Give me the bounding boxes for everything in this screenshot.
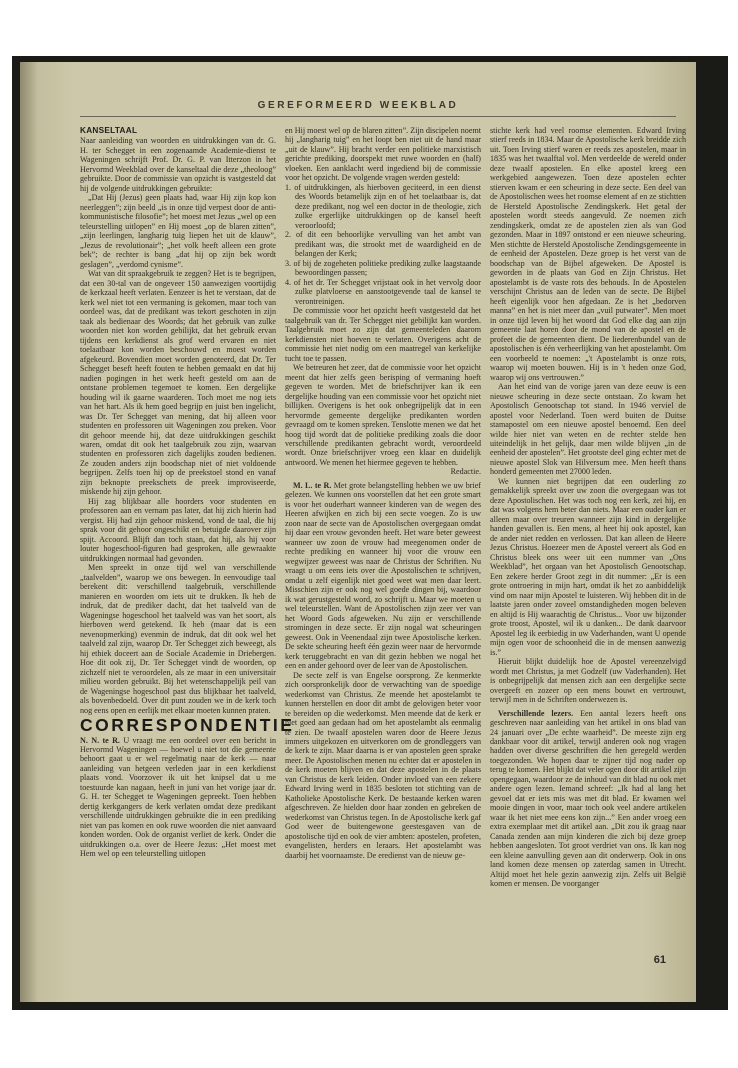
article-paragraph: stichte kerk had veel roomse elementen. Edward Irving stierf reeds in 1834. Maar de Apostolische kerk breidde zich uit. Toen Irving stierf waren er reeds zes apostelen, maar in 1835 was het twaalftal vol. Men verdeelde de wereld onder deze twaalf apostelen. En elke apostel kreeg een werkgebied aangewezen. Toen deze apostelen echter stierven kwam er een scheuring in deze secte. Een deel van de Apostolischen wees het roomse element af en ze stichtten de Hersteld Apostolische Zendingskerk. Het getal der apostelen wordt steeds aangevuld. Ze noemen zich zendingskerk, omdat ze de apostelen zien als van God gezonden. Maar in 1897 ontstond er een nieuwe scheuring. Men stichtte de Hersteld Apostolische Zendingsgemeente in de eenheid der Apostelen. Deze groep is het verst van de boodschap van de Bijbel afgeweken. De Apostel is geworden in de plaats van God en Zijn Christus. Het apostelambt is de vaste rots des behouds. In de Apostelen verschijnt Christus aan de leden van de secte. De Bijbel heeft eigenlijk voor hen afgedaan. Ze is het „bedorven manna” en het is niet meer dan „vuil putwater”. Men moet in onze tijd leven bij het woord dat God elke dag aan zijn gemeente laat horen door de mond van de apostel en de profeet die de gemeenten dient. De liederenbundel van de apostolischen is één verheerlijking van het apostelambt. Om een voorbeeld te noemen: „'t Apostelambt is onze rots, waarop wij moeten bouwen. Hij is in 't heden onze God, waarop wij ons vertrouwen.” [490,126,686,382]
page-fold-shadow [20,62,38,1002]
running-head: GEREFORMEERD WEEKBLAD [257,100,459,111]
correspondence-paragraph [285,481,481,671]
question-item: 1. of uitdrukkingen, als hierboven geciteerd, in een dienst des Woords betamelijk zijn en of het toelaatbaar is, dat deze predikant, nog wel een doctor in de theologie, zich zulke ergerlijke uitdrukkingen op de kansel heeft veroorloofd; [285,182,481,230]
correspondent-initials: M. L. te R. [293,480,332,490]
correspondence-paragraph [490,709,686,889]
article-paragraph: Hieruit blijkt duidelijk hoe de Apostel vereenzelvigd wordt met Christus, ja met Godzelf (uw Vaderhanden). Het is onbegrijpelijk dat mensen zich aan een dergelijke secte overgeeft en zozeer op een mens bouwt en vertrouwt, terwijl men in de Schriften onderwezen is. [490,657,686,705]
column-1 [80,126,295,859]
column-3 [490,126,686,889]
correspondence-paragraph [80,736,276,859]
question-item: 4. of het dr. Ter Schegget vrijstaat ook in het vervolg door zulke platvloerse en aanstootgevende taal de kansel te verontreinigen. [285,277,481,306]
article-paragraph: „Dat Hij (Jezus) geen plaats had, waar Hij zijn kop kon neerleggen”; zijn beeld „is in onze tijd verpest door de anti-kommunistische filosofie”; het moest met Jezus „wel op een teleurstelling uitlopen” en Hij moest „op de blaren zitten”, „zijn leerlingen, langharig tuig liepen het uit de klauw”, „Jezus de revolutionair”; „het volk heeft alleen een grote bek”; de rechter is bang „dat hij op zijn bek wordt geslagen”, „verdomd cynisme”. [80,193,276,269]
article-paragraph: We kunnen niet begrijpen dat een ouderling zo gemakkelijk spreekt over uw zoon die overgegaan was tot deze Apostolischen. Het was toch nog een kerk, zei hij, en dat was volgens hem beter dan niets. Maar een ouder kan er alleen maar over treuren wanneer zijn kind in dergelijke handen gevallen is. Een mens, al heet hij ook apostel, kan de ander niet redden en verlossen. Dat kan alleen de Heere Jezus Christus. Hoezeer men de Apostel vereert als God en Christus bleek ons weer uit een nummer van „Ons Weekblad”, het orgaan van het Apostolisch Genootschap. Een zekere herder Groot zegt in dit nummer: „Er is een grote ontroering in mijn hart, omdat ik het zo aanbiddelijk vind om naar mijn Apostel te luisteren. Wij hebben dit in de laatste jaren onder zoveel omstandigheden mogen beleven en altijd is Hij waarachtig de Christus... Voor uw bijzonder grote troost, Apostel, wil ik u danken... De dank daarvoor Apostel leg ik eerbiedig in uw Vaderhanden, want U opende mijn ogen voor de schoonheid die in de mensen aanwezig is.” [490,476,686,657]
column-2 [285,126,481,860]
article-paragraph: en Hij moest wel op de blaren zitten”. Zijn discipelen noemt hij „langharig tuig” en het loopt ben niet uit de hand maar „uit de klauw”. Hij bracht verder een politieke marxistisch gerichte prediking, doorspekt met ruwe woorden en (half) vloeken. Een aanklacht werd ingediend bij de commissie voor het opzicht. De volgende vragen werden gesteld: [285,126,481,183]
article-paragraph: De commissie voor het opzicht heeft vastgesteld dat het taalgebruik van dr. Ter Schegget niet gebilijkt kan worden. Taalgebruik moet zo zijn dat gemeenteleden daarom kerkdiensten niet hoeven te verlaten. Overigens acht de commissie het niet nodig om een maatregel van kerkelijke tucht toe te passen. [285,306,481,363]
article-paragraph: Aan het eind van de vorige jaren van deze eeuw is een nieuwe scheuring in deze secte ontstaan. Zo kwam het Apostolisch Genootschap tot stand. In 1946 verviel de apostel voor Nederland. Toen werd buiten de Duitse stamapostel om een nieuwe apostel benoemd. Een deel wilde hier niet van weten en de rechter stelde hen uiteindelijk in het gelijk, daar men wilde blijven „in de eenheid der apostelen”. Het grootste deel ging echter met de nieuwe apostel Slok van Hilversum mee. Men heeft thans honderd gemeenten met 27000 leden. [490,382,686,477]
correspondent-initials: N. N. te R. [80,735,120,745]
article-heading: KANSELTAAL [80,126,138,135]
article-paragraph: Wat van dit spraakgebruik te zeggen? Het is te begrijpen, dat een 30-tal van de ongeveer 150 aanwezigen voortijdig de kerkzaal heeft verlaten. Eenzeer is het te verstaan, dat de kerk wel niet tot een vermaning is gekomen, maar toch van oordeel was, dat de predikant was tekort geschoten in zijn taak als bedienaar des Woords; dat het gebruik van zulke woorden niet kon worden gebilijkt, dat het gebruik ervan tijdens een kerkdienst als grof werd ervaren en niet toelaatbaar kon worden beschouwd en moest worden afgekeurd. Bovendien moet worden genoteerd, dat Dr. Ter Schegget beseft heeft fouten te hebben gemaakt en dat hij nadien pogingen in het werk heeft gesteld om aan de ontstane problemen tegemoet te komen. Een dergelijke houding wil ik gaarne waarderen. Toch moet me nog iets van het hart. Als ik hem goed begrijp en juist ben ingelicht, was Dr. Ter Schegget van mening, dat hij alleen voor studenten en professoren uit Wageningen zou preken. Voor dit gehoor meende hij, dat deze uitdrukkingen geschikt waren, omdat dit ook het taalgebruik zou zijn, waarvan studenten en professoren zich dagelijks zouden bedienen. Ze zouden anders zijn boodschap niet of niet voldoende begrijpen. Zelfs toen hij op de preekstoel stond en vanaf zijn beknopte preekschets de preek improviseerde, miskende hij zijn gehoor. [80,269,276,497]
article-paragraph: Men spreekt in onze tijd wel van verschillende „taalvelden”, waarop we ons bewegen. In eenvoudige taal berekent dit: verschillend taalgebruik, verschillende manieren en woorden om iets uit te drukken. Ik heb de indruk, dat de prediker dacht, dat het taalveld van de Wageningse hogeschool het taalveld was van het soort, als hierboven werd getekend. Ik heb (maar dat is een nevenopmerking) evenmin de indruk, dat dit ook wel het taalveld zal zijn, waarop Dr. Ter Schegget zich beweegt, als hij ethiek doceert aan de Sociale Academie in Driebergen. Hoe dit ook zij, Dr. Ter Schegget vindt de woorden, op zichzelf niet te veroordelen, als ze maar in een universitair milieu worden gebruikt. Bij het wetenschappelijk peil van de Wageningse hogeschool past dus blijkbaar het taalveld, als bovenbedoeld. Over dit punt zouden we in de kerk toch nog eens open en eerlijk met elkaar moeten kunnen praten. [80,563,276,715]
article-paragraph: Hij zag blijkbaar alle hoorders voor studenten en professoren aan en vernam pas later, dat hij zich hierin had vergist. Hij had zijn gehoor miskend, vond de taal, die hij sprak voor dit gehoor ongeschikt en betuigde daarover zijn spijt. Accoord. Blijft dan toch staan, dat hij, als hij voor louter hogeschool-figuren had gesproken, alle gewraakte uitdrukkingen normaal had gevonden. [80,496,276,563]
correspondent-initials: Verschillende lezers. [498,708,574,718]
section-title: CORRESPONDENTIE [80,715,295,736]
article-paragraph: De secte zelf is van Engelse oorsprong. Ze kenmerkte zich oorspronkelijk door de verwachting van de spoedige wederkomst van Christus. Ze meende het apostelambt te kunnen herstellen en door dit ambt de gelovigen beter voor te bereiden op die wederkomst. Men meende dat de kerk er niet goed aan gedaan had om het apostelambt als eenmalig te zien. De twaalf apostelen waren door de Heere Jezus immers uitgekozen en uitverkoren om de grondleggers van de kerk te zijn. Maar daarna is er van apostelen geen sprake meer. De Apostolischen menen nu echter dat er apostelen in de kerk moeten blijven en dat deze apostelen in de plaats van Christus de kerk leiden. Onder invloed van een zekere Edward Irving werd in 1835 besloten tot stichting van de Katholieke Apostolische Kerk. De bestaande kerken waren afgeschreven. Ze hielden door haar zonden en gebreken de wederkomst van Christus tegen. In de Apostolische kerk gaf God weer de buitengewone geestesgaven van de apostolische tijd en ook de vier ambten: apostelen, profeten, evangelisten, herders en leraars. Het apostelambt was daarbij het voornaamste. De eredienst van de nieuw ge- [285,670,481,860]
article-paragraph: We betreuren het zeer, dat de commissie voor het opzicht meent dat hier zelfs geen berisping of vermaning hoeft gegeven te worden. Met de briefschrijver kan ik een dergelijke houding van een commissie voor het opzicht niet billijken. Overigens is het ook onbegrijpelijk dat in een hervormde gemeente dergelijke predikanten worden gevraagd om te komen spreken. Tenslotte menen we dat het hoog tijd wordt dat de politieke prediking zoals die door verschillende predikanten gebracht wordt, veroordeeld wordt. Onze briefschrijver vroeg een klaar en duidelijk antwoord. We menen het hiermee gegeven te hebben. [285,363,481,467]
signature: Redactie. [450,467,481,477]
header-rule [80,116,676,117]
correspondence-text: U vraagt me een oordeel over een bericht in Hervormd Wageningen — hoewel u niet tot die gemeente behoort gaat u er wel regelmatig naar de kerk — naar aanleiding van hetgeen verleden jaar in een kerkdienst plaats vond. Voorzover ik uit het knipsel dat u me toestuurde kan nagaan, heeft in juni van het vorige jaar dr. G. H. ter Schegget te Wageningen gepreekt. Toen hebben dertig kerkgangers de kerk verlaten omdat deze predikant verschillende uitdrukkingen gebruikte die in een prediking niet van pas komen en ook ruwe woorden die niet aanvaard konden worden. Ook de organist verliet de kerk. Onder die uitdrukkingen o.a. over de Heere Jezus: „Het moest met Hem wel op een teleurstelling uitlopen [80,735,276,859]
correspondence-text: Met grote belangstelling hebben we uw brief gelezen. We kunnen ons voorstellen dat het een grote smart is voor het ouderhart wanneer kinderen van de wegen des Heeren afwijken en zich bij een secte voegen. Zo is uw zoon naar de secte van de Apostolischen overgegaan omdat hij daar een vrouw gevonden heeft. Het ware beter geweest wanneer uw zoon de vrouw had meegenomen onder de rechte prediking en wanneer hij voor die vrouw een wegwijzer geweest was naar de Christus der Schriften. Nu vraagt u om eens iets over die Apostolischen te schrijven, omdat u zelf eigenlijk niet goed weet wat men daar leert. Misschien zijn er ook nog wel goede dingen bij, waardoor ik wat gerustgesteld word, zo schrijft u. Maar we moeten u wel teleurstellen. Want de Apostolischen zijn zeer ver van het Woord Gods afgeweken. Nu zijn er verschillende stromingen in deze secte. Er zijn nogal wat scheuringen geweest. Ook in Veenendaal zijn twee Apostolische kerken. De sekte scheuring heeft één gezin weer naar de hervormde kerk teruggebracht en van dit gezin hebben we nogal het een en ander gehoord over de leer van de Apostolischen. [285,480,481,671]
article-paragraph: Naar aanleiding van woorden en uitdrukkingen van dr. G. H. ter Schegget in een zogenaamde Academie-dienst te Wageningen schrijft Prof. Dr. G. P. van Itterzon in het Hervormd Weekblad over de kanseltaal die deze „theoloog” gebruikte. Door de commissie van opzicht is vastgesteld dat hij de volgende uitdrukkingen gebruikte: [80,136,276,193]
page-number: 61 [653,954,666,966]
question-item: 2. of dit een behoorlijke vervulling van het ambt van predikant was, die strookt met de waardigheid en de belangen der Kerk; [285,230,481,259]
newspaper-page [20,62,696,1002]
correspondence-text: Een aantal lezers heeft ons geschreven naar aanleiding van het artikel in ons blad van 24 januari over „De echte waarheid”. De meeste zijn erg dankbaar voor dit artikel, terwijl anderen ook nog vragen hadden over diverse geschriften die hen geregeld werden toegezonden. We hopen daar te zijner tijd nog nader op terug te komen. Het blijkt dat veler ogen door dit artikel zijn opengegaan, waardoor ze de inhoud van dit blad nu ook met andere ogen lezen. Iemand schreef: „Ik had al lang het gevoel dat er iets mis was met dit blad. Er kwamen wel mooie dingen in voor, maar toch ook veel andere artikelen waar ik het niet mee eens kon zijn...” Een ander vroeg een extra exemplaar met dit artikel aan. „Dit zou ik graag naar Canada zenden aan mijn kinderen die zich bij deze groep hebben aangesloten. Tot groot verdriet van ons. Ik kan nog een kleine aanvulling geven aan dit onderwerp. Ook in ons land komen deze mensen op zaterdag samen in Utrecht. Altijd moet het hele gezin aanwezig zijn. Zelfs uit België komen er mensen. De voorganger [490,708,686,889]
question-item: 3. of bij de zogeheten politieke prediking zulke laagstaande bewoordingen passen; [285,258,481,278]
